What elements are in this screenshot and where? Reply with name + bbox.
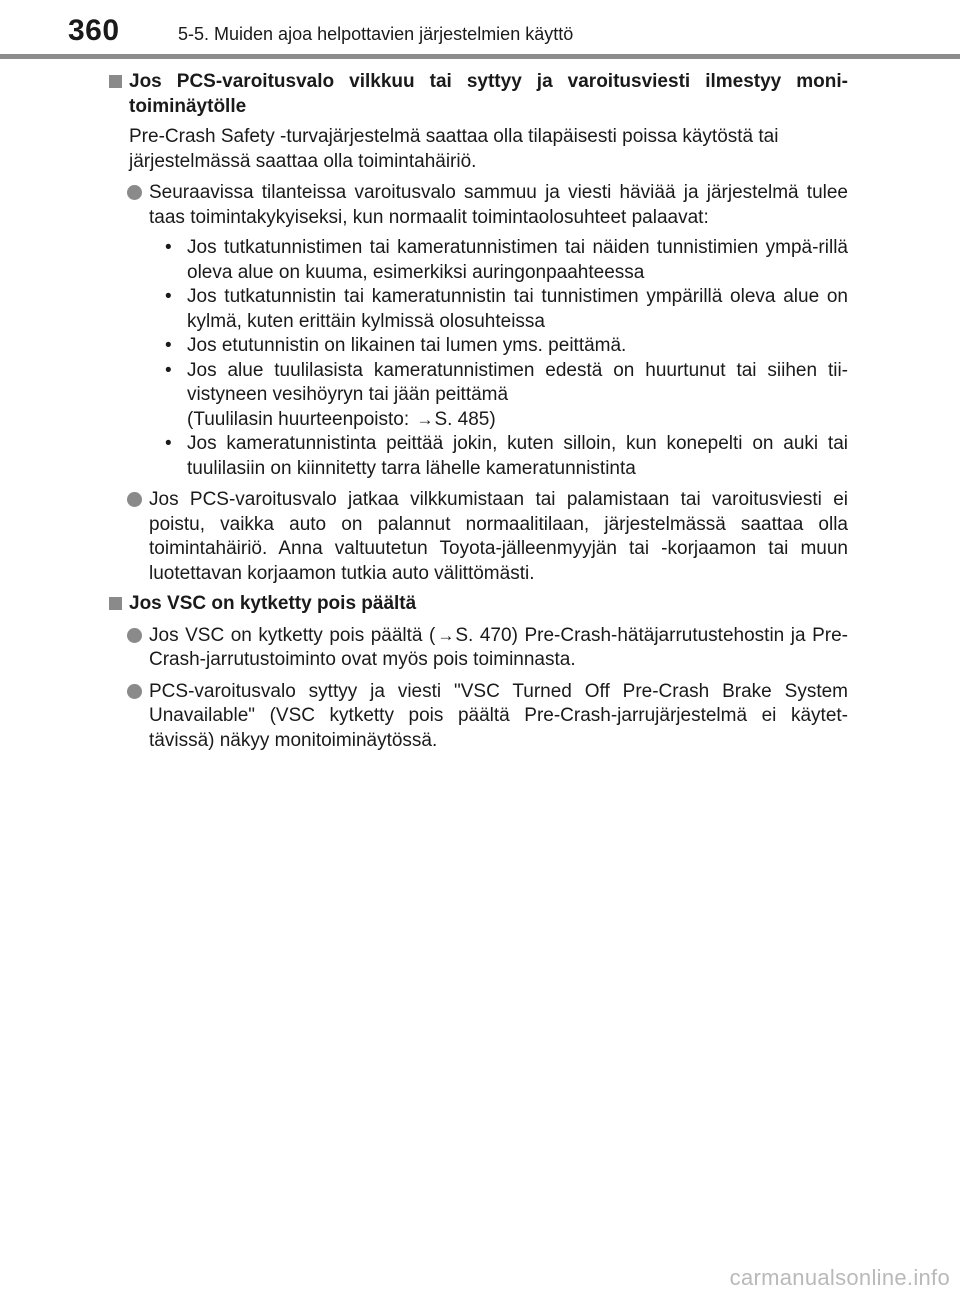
page-content bbox=[110, 70, 848, 759]
page-reference bbox=[187, 408, 848, 433]
list-item bbox=[129, 488, 848, 586]
sub-item-text: Jos kameratunnistinta peittää jokin, kuten silloin, kun konepelti on auki tai tuulilasiin on kiinnitetty tarra lähelle kameratunnistinta bbox=[187, 433, 848, 479]
circle-bullet-icon bbox=[127, 628, 142, 643]
square-bullet-icon bbox=[109, 75, 122, 88]
section-pcs-warning bbox=[110, 70, 848, 586]
item-text: Seuraavissa tilanteissa varoitusvalo sammuu ja viesti häviää ja järjestelmä tulee taas toimintakykyiseksi, kun normaalit toimintaolosuhteet palaavat: bbox=[149, 182, 848, 228]
reference-prefix: (Tuulilasin huurteenpoisto: bbox=[187, 408, 415, 430]
section-vsc-off bbox=[110, 592, 848, 753]
item-text-after: Pre-Crash-hätäjarrutustehostin ja Pre-Crash-jarrutustoiminto ovat myös pois toiminnasta. bbox=[149, 624, 848, 670]
chapter-title: 5-5. Muiden ajoa helpottavien järjestelmien käyttö bbox=[178, 24, 574, 44]
sub-list-item bbox=[149, 432, 848, 481]
list-item bbox=[129, 680, 848, 754]
circle-bullet-icon bbox=[127, 684, 142, 699]
sub-item-text: Jos tutkatunnistin tai kameratunnistin tai tunnistimen ympärillä oleva alue on kylmä, kuten erittäin kylmissä olosuhteissa bbox=[187, 286, 848, 332]
item-text bbox=[149, 624, 848, 673]
bullet-dot: • bbox=[165, 335, 172, 356]
circle-bullet-icon bbox=[127, 185, 142, 200]
list-item bbox=[129, 181, 848, 481]
sub-list-item bbox=[149, 359, 848, 433]
bullet-dot: • bbox=[165, 359, 172, 381]
reference-link[interactable]: S. 485) bbox=[434, 408, 496, 430]
square-bullet-icon bbox=[109, 597, 122, 610]
section-title: Jos PCS-varoitusvalo vilkkuu tai syttyy ja varoitusviesti ilmestyy moni-toiminäytölle bbox=[129, 71, 848, 117]
section-title: Jos VSC on kytketty pois päältä bbox=[129, 593, 417, 614]
bullet-dot: • bbox=[165, 433, 172, 454]
page-number: 360 bbox=[68, 14, 120, 47]
sub-item-text: Jos alue tuulilasista kameratunnistimen edestä on huurtunut tai siihen tii-vistyneen vesihöyryn tai jään peittämä bbox=[187, 359, 848, 405]
watermark-footer: carmanualsonline.info bbox=[729, 1265, 950, 1290]
arrow-right-icon: → bbox=[437, 625, 455, 645]
list-item bbox=[129, 624, 848, 673]
sub-list-item bbox=[149, 285, 848, 334]
sub-item-text: Jos tutkatunnistimen tai kameratunnistimen tai näiden tunnistimien ympä-rillä oleva alue on kuuma, esimerkiksi auringonpaahteessa bbox=[187, 237, 848, 283]
header-rule bbox=[0, 54, 960, 59]
page-header bbox=[0, 0, 960, 54]
bullet-dot: • bbox=[165, 286, 172, 307]
item-text-before: Jos VSC on kytketty pois päältä ( bbox=[149, 624, 436, 646]
item-text: Jos PCS-varoitusvalo jatkaa vilkkumistaan tai palamistaan tai varoitusviesti ei poistu, vaikka auto on palannut normaalitilaan, järjestelmässä saattaa olla toimintahäiriö. Anna valtuutetun Toyota-jälleenmyyjän tai -korjaamon tai muun luotettavan korjaamon tutkia auto välittömästi. bbox=[149, 489, 848, 584]
sub-item-text: Jos etutunnistin on likainen tai lumen yms. peittämä. bbox=[187, 335, 627, 356]
section-paragraph: Pre-Crash Safety -turvajärjestelmä saattaa olla tilapäisesti poissa käytöstä tai järjestelmässä saattaa olla toimintahäiriö. bbox=[129, 126, 779, 172]
circle-bullet-icon bbox=[127, 492, 142, 507]
sub-list-item bbox=[149, 334, 848, 359]
bullet-dot: • bbox=[165, 237, 172, 258]
sub-list-item bbox=[149, 236, 848, 285]
item-text: PCS-varoitusvalo syttyy ja viesti "VSC Turned Off Pre-Crash Brake System Unavailable" (VSC kytketty pois päältä Pre-Crash-jarrujärjestelmä ei käytet-tävissä) näkyy monitoiminäytössä. bbox=[149, 680, 848, 751]
sub-list bbox=[149, 236, 848, 481]
arrow-right-icon: → bbox=[416, 409, 434, 429]
reference-link[interactable]: S. 470) bbox=[455, 624, 518, 646]
